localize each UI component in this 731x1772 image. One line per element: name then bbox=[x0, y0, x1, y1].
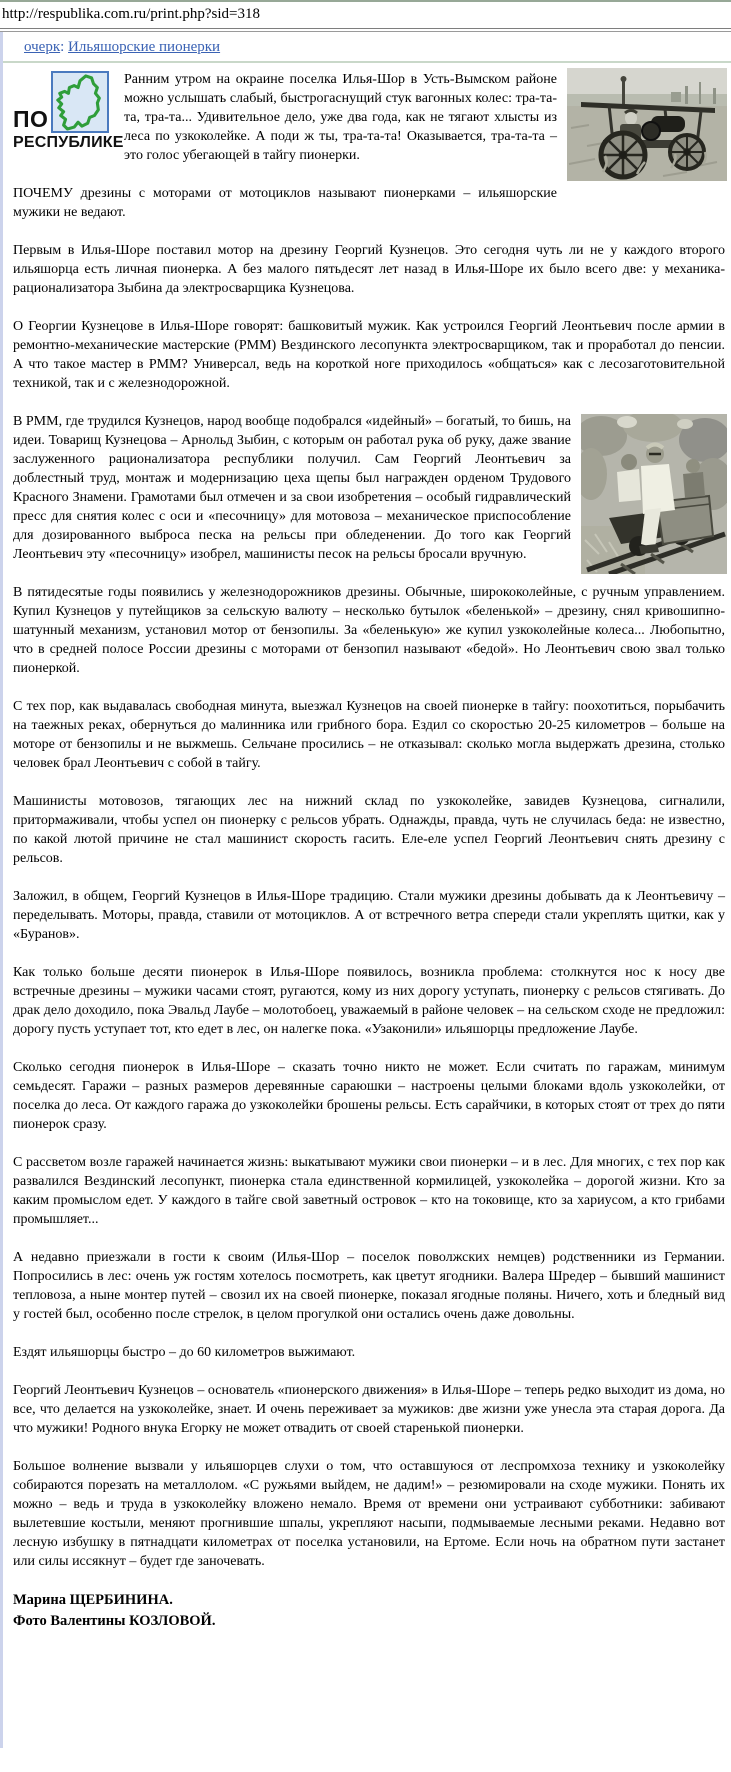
paragraph: С рассветом возле гаражей начинается жизнь: выкатывают мужики свои пионерки – и в лес. Для многих, с тех пор как развалился Вездинский лесопункт, пионерка стала единственной кормилицей, узкоколейка – дорогой жизни. Кто за каким промыслом едет. У каждого в тайге свой заветный островок – кто на токовище, кто за хариусом, а кто грибами промышляет... bbox=[13, 1155, 725, 1227]
paragraph: Первым в Илья-Шоре поставил мотор на дрезину Георгий Кузнецов. Это сегодня чуть ли не у каждого второго ильяшорца есть личная пионерка. А без малого пятьдесят лет назад в Илья-Шоре их было всего две: у механика-рационализатора Зыбина да электросварщика Кузнецова. bbox=[13, 243, 725, 296]
paragraph: Георгий Леонтьевич Кузнецов – основатель «пионерского движения» в Илья-Шоре – теперь редко выходит из дома, но все, что делается на узкоколейке, знает. И очень переживает за мужиков: две жизни уже унесла эта старая дорога. Да что мужики! Родного внука Егорку не может отвадить от своей старенькой пионерки. bbox=[13, 1383, 725, 1436]
paragraph: В пятидесятые годы появились у железнодорожников дрезины. Обычные, ширококолейные, с ручным управлением. Купил Кузнецов у путейщиков за сельскую валюту – несколько бутылок «беленькой» – дрезину, снял кривошипно-шатунный механизм, установил мотор от бензопилы. За «беленькую» же купил узкоколейные колеса... Любопытно, что в средней полосе России дрезины с моторами от бензопил называют «бедой». Но Леонтьевич свою звал только пионеркой. bbox=[13, 585, 725, 676]
paragraph: А недавно приезжали в гости к своим (Илья-Шор – поселок поволжских немцев) родственники из Германии. Попросились в лес: очень уж гостям хотелось посмотреть, как цветут ягодники. Валера Шредер – бывший машинист тепловоза, а ныне монтер путей – свозил их на своей пионерке, показал ягодные поляны. Ничего, хоть и бледный вид у гостей был, особенно после стрелок, в целом прогулкой они остались очень даже довольны. bbox=[13, 1250, 725, 1322]
paragraph: Сколько сегодня пионерок в Илья-Шоре – сказать точно никто не может. Если считать по гаражам, минимум семьдесят. Гаражи – разных размеров деревянные сараюшки – настроены целыми блоками вдоль узкоколейки, от поселка до леса. От каждого гаража до узкоколейки брошены рельсы. Есть сарайчики, в которых стоят от трех до пяти пионерок сразу. bbox=[13, 1060, 725, 1132]
logo-text-po: ПО bbox=[13, 106, 49, 132]
print-page bbox=[0, 32, 731, 1748]
paragraph: Ездят ильяшорцы быстро – до 60 километров выжимают. bbox=[13, 1345, 356, 1360]
paragraph: В РММ, где трудился Кузнецов, народ вообще подобрался «идейный» – богатый, то бишь, на идеи. Товарищ Кузнецова – Арнольд Зыбин, с которым он работал рука об руку, даже звание заслуженного рационализатора республики получил. Сам Георгий Леонтьевич за доблестный труд, монтаж и модернизацию цеха щепы был награжден орденом Трудового Красного Знамени. Грамотами был отмечен и за свои изобретения – особый гидравлический пресс для снятия колес с оси и «песочницу» для мотовоза – механическое приспособление для дозированного выброса песка на рельсы при обледенении. До того как Георгий Леонтьевич эту «песочницу» изобрел, машинисты песок на рельсы бросали вручную. bbox=[13, 414, 571, 562]
paragraph: Большое волнение вызвали у ильяшорцев слухи о том, что оставшуюся от леспромхоза технику и узкоколейку собираются порезать на металлолом. «С ружьями выйдем, не дадим!» – резюмировали на сходе мужики. Понять их можно – ведь и труда в узкоколейку вложено немало. Время от времени они устраивают субботники: забивают вылетевшие костыли, меняют прогнившие шпалы, укрепляют насыпи, подмываемые лесными реками. Недавно вот лесную избушку в пятнадцати километрах от поселка установили, на Ертоме. Если ночь на обратном пути застанет или силы иссякнут – будет где заночевать. bbox=[13, 1459, 725, 1569]
paragraph: ПОЧЕМУ дрезины с моторами от мотоциклов называют пионерками – ильяшорские мужики не ведают. bbox=[13, 186, 557, 220]
komi-map-icon bbox=[51, 71, 109, 133]
article-body bbox=[3, 63, 731, 1640]
photo-man-on-draisine bbox=[567, 68, 727, 181]
section-link[interactable]: очерк bbox=[24, 39, 61, 55]
po-respublike-logo bbox=[13, 71, 124, 152]
logo-top-row bbox=[13, 71, 120, 133]
draisine-riders-photo-art bbox=[581, 414, 727, 574]
paragraph: Как только больше десяти пионерок в Илья-Шоре появилось, возникла проблема: столкнутся нос к носу две встречные дрезины – мужики часами стоят, ругаются, кому из них дорогу уступать, пионерку с рельсов стягивать. До драк дело доходило, пока Эвальд Лаубе – молотобоец, уважаемый в районе человек – на сельском сходе не предложил: дорогу пусть уступает тот, кто едет в лес, он налегке пока. «Узаконили» ильяшорцы предложение Лаубе. bbox=[13, 965, 725, 1037]
print-url-text: http://respublika.com.ru/print.php?sid=318 bbox=[2, 6, 261, 22]
paragraph: О Георгии Кузнецове в Илья-Шоре говорят: башковитый мужик. Как устроился Георгий Леонтьевич после армии в ремонтно-механические мастерские (РММ) Вездинского лесопункта электросварщиком, так и проработал до пенсии. А что такое мастер в РММ? Универсал, ведь на короткой ноге приходилось «общаться» как с лесозаготовительной техникой, так и с железнодорожной. bbox=[13, 319, 725, 391]
byline bbox=[13, 1590, 725, 1632]
article-title-link[interactable]: Ильяшорские пионерки bbox=[68, 39, 221, 55]
paragraph: Ранним утром на окраине поселка Илья-Шор в Усть-Вымском районе можно услышать слабый, быстрогаснущий стук вагонных колес: тра-та-та, тра-та... Удивительное дело, уже два года, как не тягают хлысты из леса по узкоколейке. А поди ж ты, тра-та-та! Оказывается, тра-та-та – это голос убегающей в тайгу пионерки. bbox=[124, 72, 557, 163]
paragraph: Заложил, в общем, Георгий Кузнецов в Илья-Шоре традицию. Стали мужики дрезины добывать да к Леонтьевичу – переделывать. Моторы, правда, ставили от мотоциклов. А от встречного ветра спереди стали укреплять щитки, как у «Буранов». bbox=[13, 889, 725, 942]
header-colon: : bbox=[60, 39, 69, 55]
paragraph: С тех пор, как выдавалась свободная минута, выезжал Кузнецов на своей пионерке в тайгу: поохотиться, порыбачить на таежных реках, обернуться до малинника или грибного бора. Ездил со скоростью 20-25 километров – больше на моторе от бензопилы и не выжмешь. Сельчане просились – не отказывал: сколько могла выдержать дрезина, столько человек брал Леонтьевич с собой в тайгу. bbox=[13, 699, 725, 771]
logo-text-respublike: РЕСПУБЛИКЕ bbox=[13, 134, 124, 151]
article-header bbox=[3, 32, 731, 63]
paragraph: Машинисты мотовозов, тягающих лес на нижний склад по узкоколейке, завидев Кузнецова, сигналили, притормаживали, чтобы успел он пионерку с рельсов убрать. Однажды, правда, чуть не случилась беда: не известно, по какой лютой причине не стал машинист скорость гасить. Еле-еле успел Георгий Леонтьевич снять дрезину с рельсов. bbox=[13, 794, 725, 866]
photo-credit: Фото Валентины КОЗЛОВОЙ. bbox=[13, 1613, 216, 1629]
draisine-field-photo-art bbox=[567, 68, 727, 181]
photo-people-riding-draisine bbox=[581, 414, 727, 574]
author-name: Марина ЩЕРБИНИНА. bbox=[13, 1592, 173, 1608]
